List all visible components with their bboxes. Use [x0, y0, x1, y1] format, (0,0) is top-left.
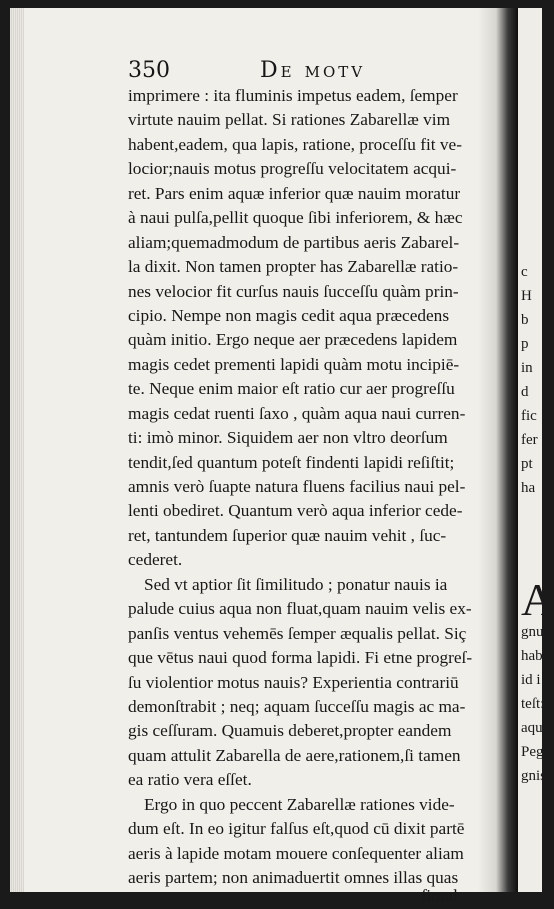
facing-page-fragment: c	[521, 264, 528, 280]
text-line: amnis verò ſuapte natura fluens facilius naui pel-	[128, 477, 466, 496]
text-line: tendit,ſed quantum poteſt findenti lapidi reſiſtit;	[128, 452, 455, 472]
catchword: ſimul	[421, 886, 458, 906]
text-line: magis cedat ruenti ſaxo , quàm aqua naui curren-	[128, 403, 466, 423]
text-line: ti: imò minor. Siquidem aer non vltro deorſum	[128, 428, 448, 448]
text-line: dum eſt. In eo igitur falſus eſt,quod cū dixit partē	[128, 819, 465, 839]
facing-page-fragment: p	[521, 336, 529, 352]
text-line: panſis ventus vehemēs ſemper æqualis pellat. Siç	[128, 623, 467, 643]
facing-page-edge	[518, 8, 554, 892]
page-number: 350	[128, 58, 170, 83]
text-line: aliam;quemadmodum de partibus aeris Zabarel-	[128, 232, 460, 252]
text-line: gis ceſſuram. Quamuis deberet,propter eandem	[128, 721, 452, 741]
facing-page-fragment: H	[521, 288, 532, 304]
text-line: ſu violentior motus nauis? Experientia contrariū	[128, 672, 459, 692]
facing-page-fragment	[518, 168, 542, 192]
facing-page-fragment	[518, 216, 542, 240]
text-line: ret, tantundem ſuperior quæ nauim vehit , ſuc-	[128, 525, 447, 545]
facing-page-fragment	[518, 120, 542, 144]
facing-page-fragment: teſt:	[521, 696, 545, 712]
text-line: Sed vt aptior ſit ſimilitudo ; ponatur nauis ia	[144, 574, 448, 594]
facing-page-fragment: id i	[521, 672, 541, 688]
body-text	[128, 84, 488, 909]
facing-page-fragment: in	[521, 360, 533, 376]
facing-page-fragment: gnis	[521, 768, 547, 784]
text-line: la dixit. Non tamen propter has Zabarellæ ratio-	[128, 257, 459, 277]
stacked-page-edges	[10, 8, 24, 892]
text-line: quàm initio. Ergo neque aer præcedens lapidem	[128, 330, 458, 350]
text-line: que vētus naui quod forma lapidi. Fi etne progreſ-	[128, 648, 473, 668]
facing-page-fragment	[518, 504, 542, 528]
text-line: magis cedet prementi lapidi quàm motu incipiē-	[128, 354, 460, 374]
text-line: te. Neque enim maior eſt ratio cur aer progreſſu	[128, 379, 455, 399]
facing-page-fragment: aqu	[521, 720, 543, 736]
facing-page-fragment	[518, 528, 542, 552]
facing-page-fragment: fic	[521, 408, 537, 424]
facing-page-fragment: fer	[521, 432, 538, 448]
page-header	[128, 58, 458, 86]
facing-page-fragment: Peg	[521, 744, 544, 760]
text-line: demonſtrabit ; neq; aquam ſucceſſu magis ac ma-	[128, 696, 466, 716]
facing-page-fragment	[518, 48, 542, 72]
text-line: virtute nauim pellat. Si rationes Zabarellæ vim	[128, 110, 451, 130]
text-line: cipio. Nempe non magis cedit aqua præcedens	[128, 305, 450, 325]
text-line: aeris à lapide motam mouere conſequenter aliam	[128, 843, 464, 863]
text-line: ea ratio vera eſſet.	[128, 770, 252, 790]
text-line: lenti obediret. Quantum verò aqua inferior cede-	[128, 501, 463, 521]
facing-page-fragment: ha	[521, 480, 536, 496]
facing-page-fragment	[518, 552, 542, 576]
facing-page-fragment: d	[521, 384, 529, 400]
text-line: à naui pulſa,pellit quoque ſibi inferiorem, & hæc	[128, 208, 463, 228]
facing-page-fragment: hab	[521, 648, 543, 664]
facing-page-fragment	[518, 192, 542, 216]
facing-page-fragment: b	[521, 312, 529, 328]
text-line: nes velocior fit curſus nauis ſucceſſu quàm prin-	[128, 281, 459, 301]
text-line: quam attulit Zabarella de aere,rationem,ſi tamen	[128, 745, 461, 765]
text-line: habent,eadem, qua lapis, ratione, proceſſu fit ve-	[128, 134, 462, 154]
facing-page-fragment: gnu	[521, 624, 544, 640]
text-line: imprimere : ita fluminis impetus eadem, ſemper	[128, 86, 458, 105]
facing-page-fragment: A	[521, 574, 554, 625]
text-line: Ergo in quo peccent Zabarellæ rationes vide-	[144, 794, 455, 814]
running-title: De motv	[260, 58, 366, 83]
text-line: ret. Pars enim aquæ inferior quæ nauim moratur	[128, 183, 461, 203]
facing-page-fragment: pt	[521, 456, 533, 472]
text-line: palude cuius aqua non fluat,quam nauim velis ex-	[128, 599, 472, 619]
facing-page-fragment	[518, 96, 542, 120]
facing-page-fragment	[518, 144, 542, 168]
facing-page-fragment	[518, 72, 542, 96]
text-line: locior;nauis motus progreſſu velocitatem acqui-	[128, 159, 457, 179]
facing-page-fragment	[518, 240, 542, 264]
text-line: cederet.	[128, 550, 183, 570]
text-line: aeris partem; non animaduertit omnes illas quas	[128, 868, 459, 887]
